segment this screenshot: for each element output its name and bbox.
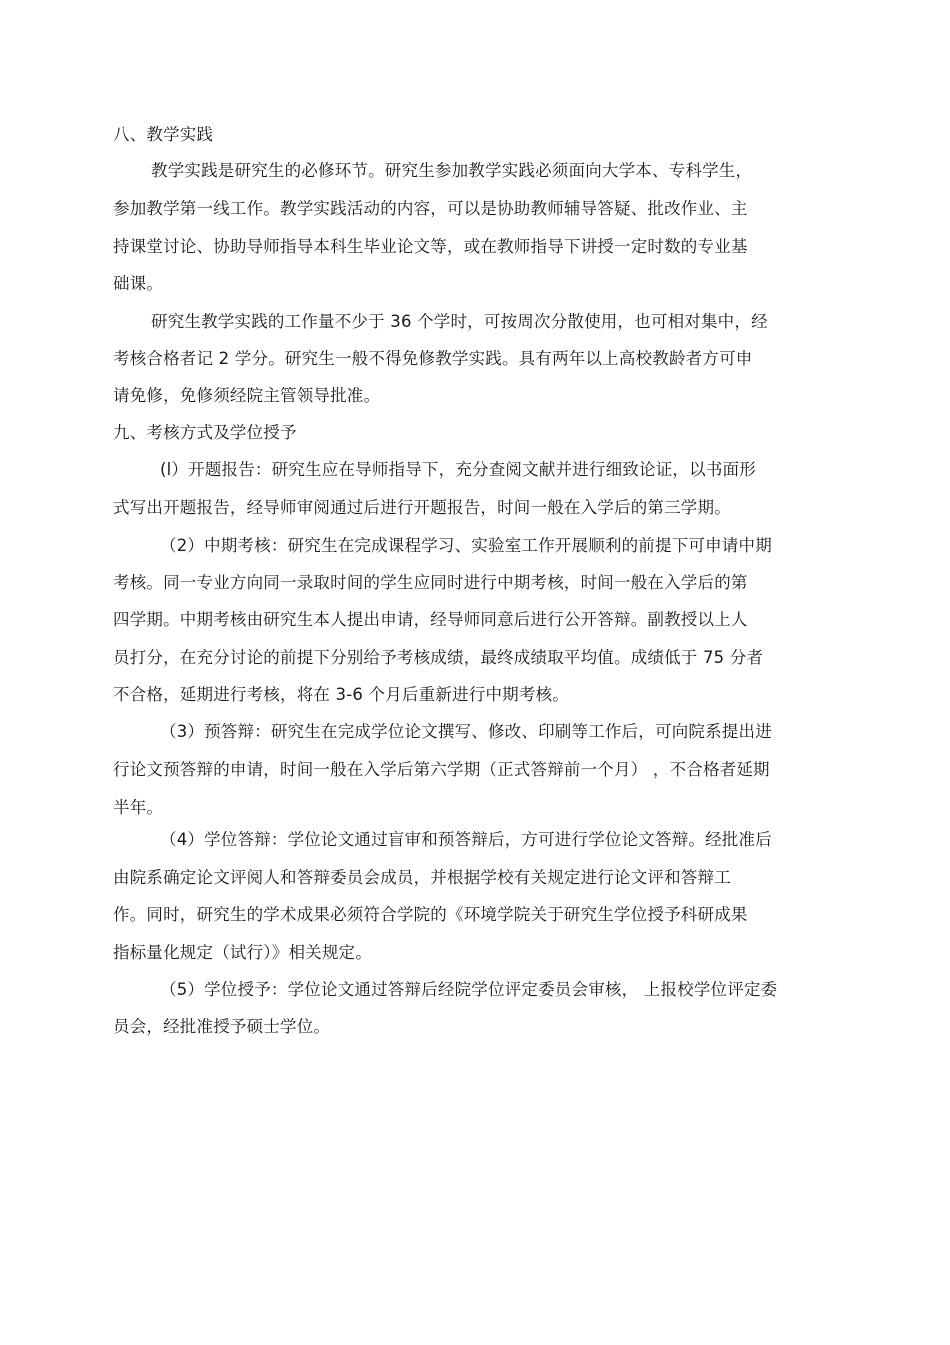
- paragraph-line: 作。同时，研究生的学术成果必须符合学院的《环境学院关于研究生学位授予科研成果: [113, 905, 748, 924]
- paragraph-line: 请免修，免修须经院主管领导批准。: [113, 386, 381, 405]
- paragraph-line: 员打分，在充分讨论的前提下分别给予考核成绩，最终成绩取平均值。成绩低于 75 分者: [113, 648, 764, 667]
- paragraph-line: 指标量化规定（试行）》相关规定。: [113, 943, 372, 962]
- paragraph-line: 教学实践是研究生的必修环节。研究生参加教学实践必须面向大学本、专科学生，: [151, 161, 753, 180]
- paragraph-line: 式写出开题报告，经导师审阅通过后进行开题报告，时间一般在入学后的第三学期。: [113, 498, 731, 517]
- paragraph-line: 研究生教学实践的工作量不少于 36 个学时，可按周次分散使用，也可相对集中，经: [151, 312, 768, 331]
- paragraph-line: 参加教学第一线工作。教学实践活动的内容，可以是协助教师辅导答疑、批改作业、主: [113, 199, 748, 218]
- paragraph-line: （4）学位答辩：学位论文通过盲审和预答辩后，方可进行学位论文答辩。经批准后: [160, 830, 772, 849]
- paragraph-line: 员会，经批准授予硕士学位。: [113, 1017, 331, 1036]
- paragraph-line: 半年。: [113, 798, 164, 817]
- paragraph-line: （2）中期考核：研究生在完成课程学习、实验室工作开展顺利的前提下可申请中期: [160, 536, 772, 555]
- paragraph-line: 四学期。中期考核由研究生本人提出申请，经导师同意后进行公开答辩。副教授以上人: [113, 610, 748, 629]
- paragraph-line: (l）开题报告：研究生应在导师指导下，充分查阅文献并进行细致论证，以书面形: [160, 460, 756, 479]
- section-heading: 九、考核方式及学位授予: [113, 423, 297, 442]
- section-heading: 八、教学实践: [113, 125, 214, 144]
- paragraph-line: 考核合格者记 2 学分。研究生一般不得免修教学实践。具有两年以上高校教龄者方可申: [113, 349, 753, 368]
- paragraph-line: （5）学位授予：学位论文通过答辩后经院学位评定委员会审核， 上报校学位评定委: [160, 980, 778, 999]
- paragraph-line: 行论文预答辩的申请，时间一般在入学后第六学期（正式答辩前一个月） ，不合格者延期: [113, 760, 770, 779]
- paragraph-line: 不合格，延期进行考核，将在 3-6 个月后重新进行中期考核。: [113, 685, 569, 704]
- paragraph-line: 由院系确定论文评阅人和答辩委员会成员，并根据学校有关规定进行论文评和答辩工: [113, 868, 731, 887]
- paragraph-line: （3）预答辩：研究生在完成学位论文撰写、修改、印刷等工作后，可向院系提出进: [160, 722, 772, 741]
- paragraph-line: 持课堂讨论、协助导师指导本科生毕业论文等，或在教师指导下讲授一定时数的专业基: [113, 237, 748, 256]
- paragraph-line: 考核。同一专业方向同一录取时间的学生应同时进行中期考核，时间一般在入学后的第: [113, 573, 748, 592]
- paragraph-line: 础课。: [113, 274, 164, 293]
